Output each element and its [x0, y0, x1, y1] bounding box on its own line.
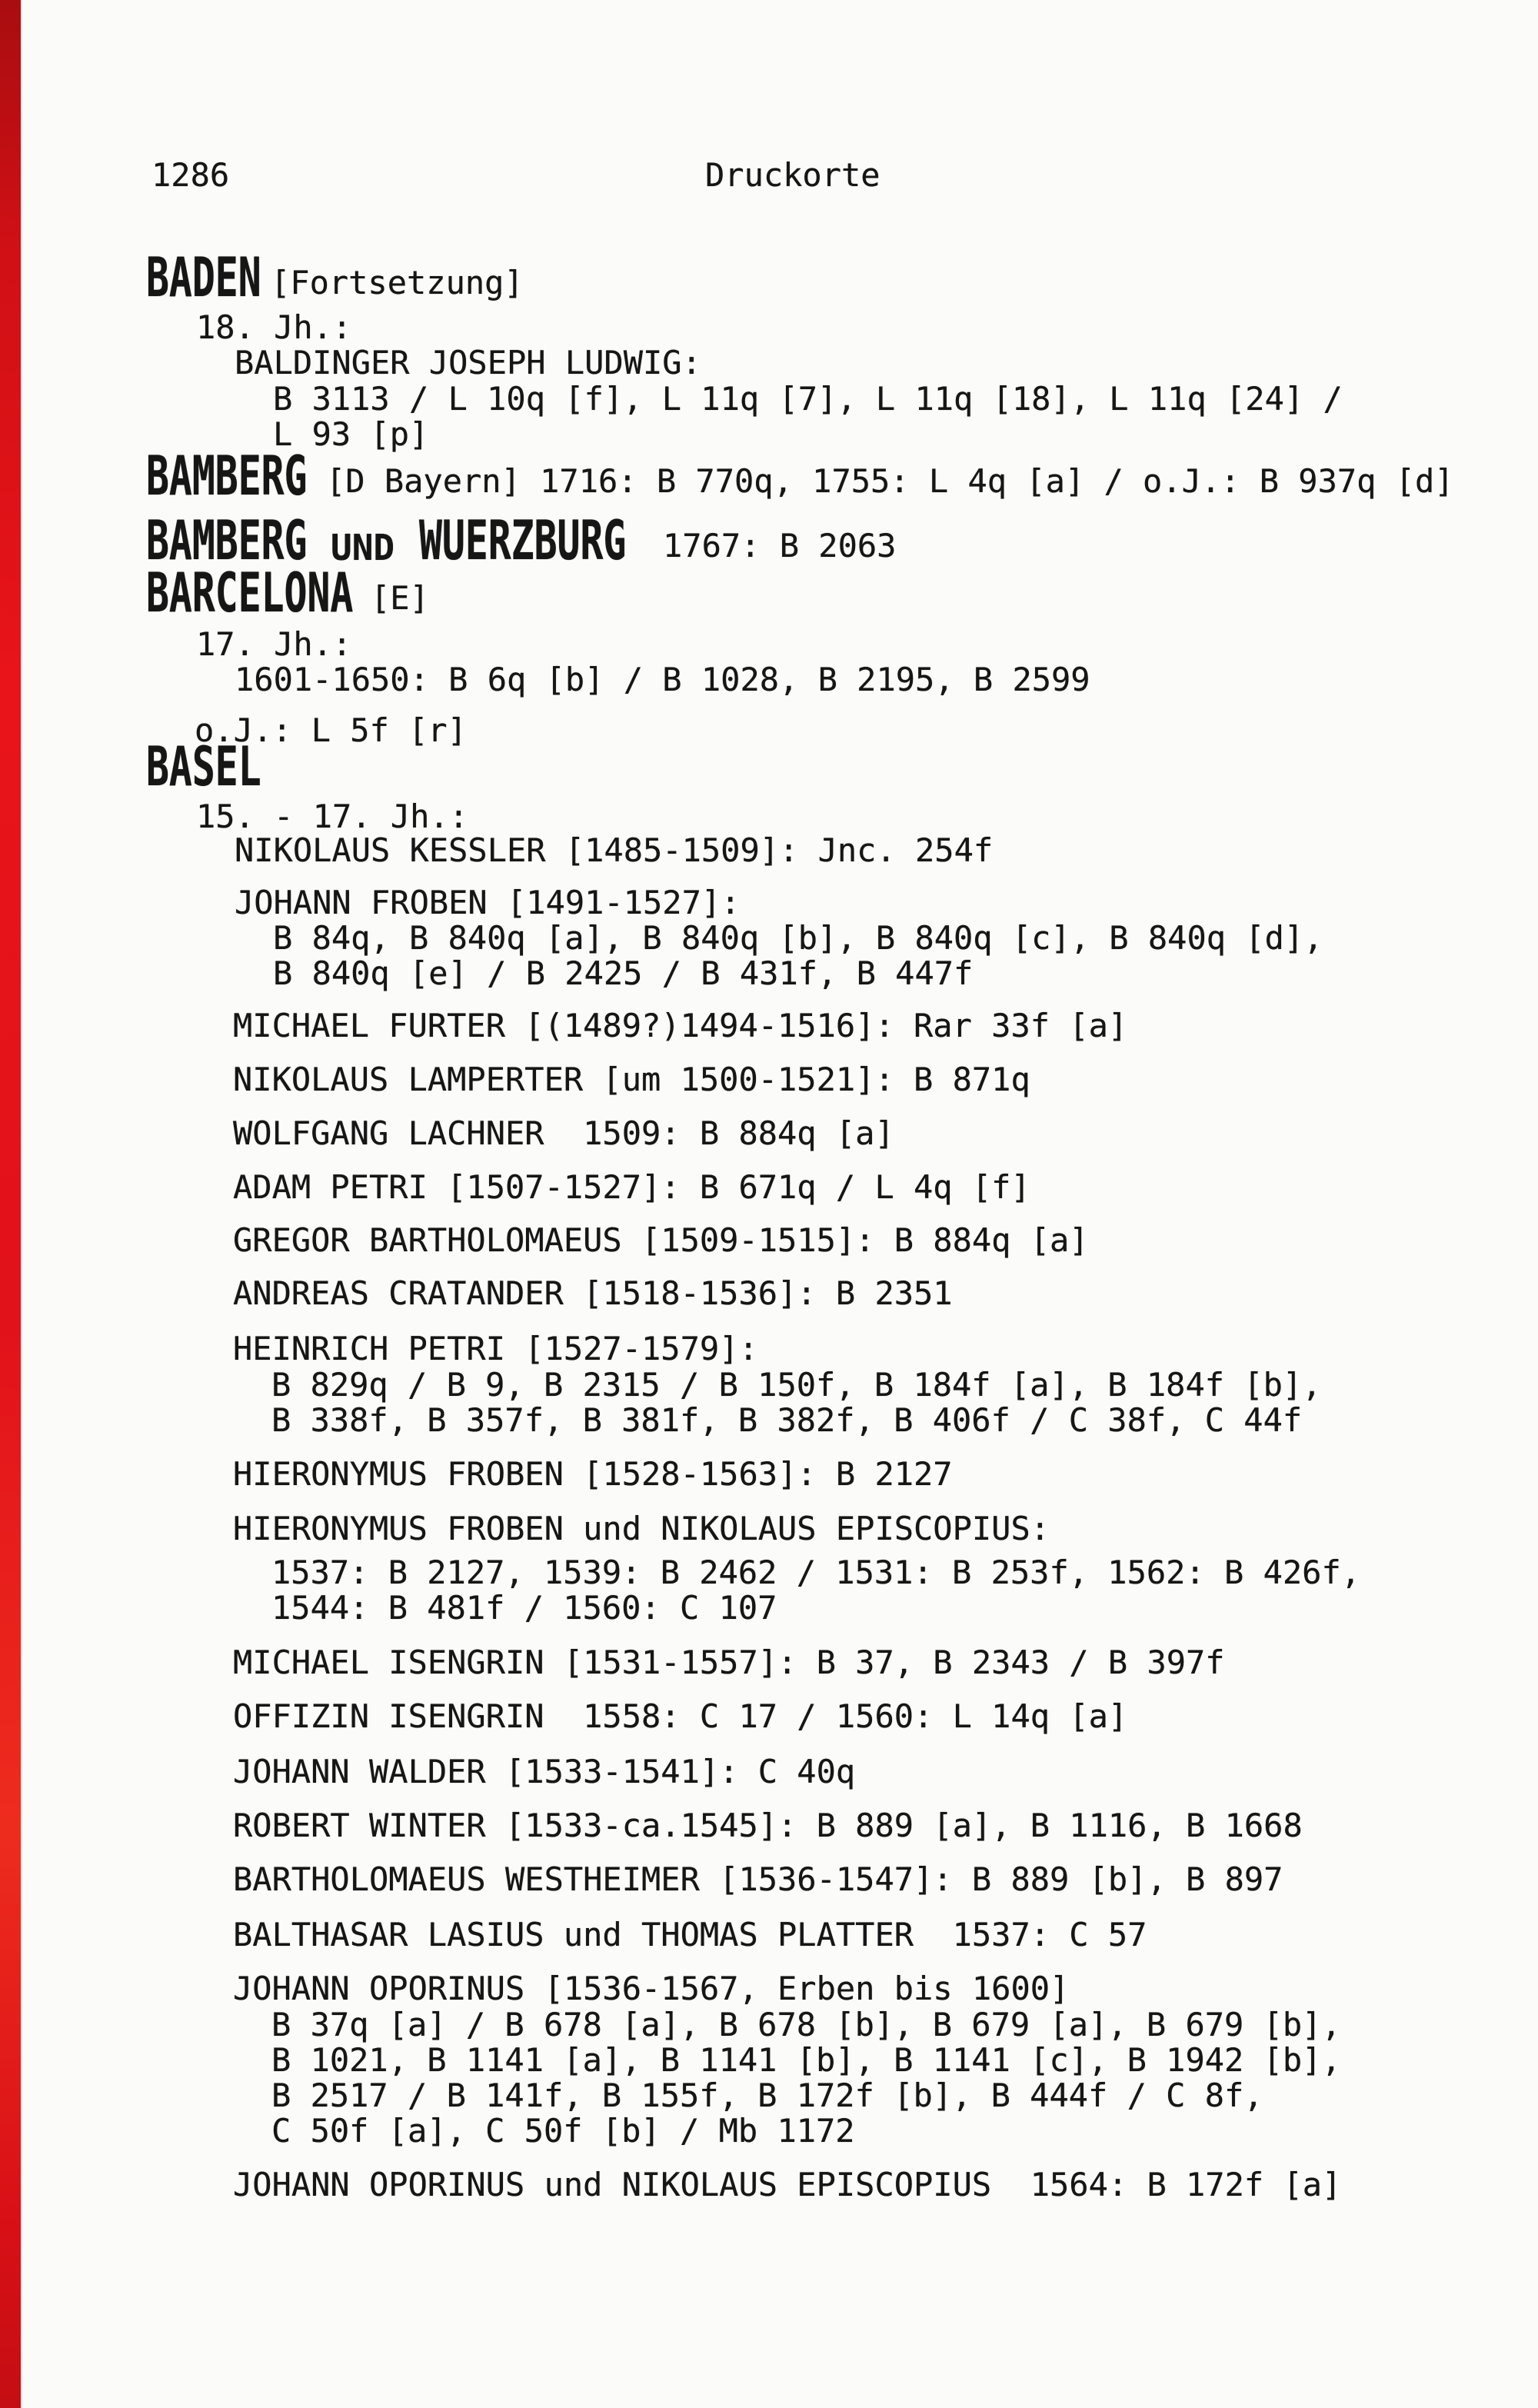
data-line: B 840q [e] / B 2425 / B 431f, B 447f	[273, 954, 974, 992]
printer-froben-episcopius: HIERONYMUS FROBEN und NIKOLAUS EPISCOPIUS:	[233, 1510, 1050, 1547]
heading-bamberg-wuerzburg: 1767: B 2063	[663, 527, 897, 565]
printer-furter: MICHAEL FURTER [(1489?)1494-1516]: Rar 33f [a]	[233, 1007, 1128, 1044]
data-line: 1537: B 2127, 1539: B 2462 / 1531: B 253f, 1562: B 426f,	[271, 1554, 1361, 1591]
heading-basel: BASEL	[146, 735, 261, 798]
data-line: B 1021, B 1141 [a], B 1141 [b], B 1141 [c], B 1942 [b],	[271, 2041, 1341, 2079]
data-line: B 2517 / B 141f, B 155f, B 172f [b], B 444f / C 8f,	[271, 2077, 1263, 2114]
data-line: B 84q, B 840q [a], B 840q [b], B 840q [c], B 840q [d],	[273, 919, 1323, 957]
heading-bamberg: BAMBERG	[146, 445, 308, 508]
printer-froben: JOHANN FROBEN [1491-1527]:	[235, 884, 741, 921]
heading-barcelona: BARCELONA	[146, 561, 354, 624]
printer-lasius-platter: BALTHASAR LASIUS und THOMAS PLATTER 1537: C 57	[233, 1916, 1147, 1953]
printer-walder: JOHANN WALDER [1533-1541]: C 40q	[233, 1753, 856, 1790]
printer-bartholomaeus: GREGOR BARTHOLOMAEUS [1509-1515]: B 884q [a]	[233, 1221, 1089, 1259]
scan-edge-red-stripe	[0, 0, 21, 2408]
printer-westheimer: BARTHOLOMAEUS WESTHEIMER [1536-1547]: B 889 [b], B 897	[233, 1860, 1283, 1898]
printer-lachner: WOLFGANG LACHNER 1509: B 884q [a]	[233, 1114, 894, 1152]
century-line: 17. Jh.:	[196, 625, 352, 663]
heading-barcelona: [E]	[371, 579, 429, 617]
heading-bamberg-wuerzburg: BAMBERG	[146, 509, 308, 572]
century-line: 18. Jh.:	[196, 308, 352, 346]
printer-offizin-isengrin: OFFIZIN ISENGRIN 1558: C 17 / 1560: L 14q [a]	[233, 1697, 1128, 1735]
data-line: B 338f, B 357f, B 381f, B 382f, B 406f / C 38f, C 44f	[271, 1401, 1303, 1439]
printer-cratander: ANDREAS CRATANDER [1518-1536]: B 2351	[233, 1274, 953, 1312]
heading-baden: BADEN	[146, 246, 261, 309]
data-line: B 3113 / L 10q [f], L 11q [7], L 11q [18], L 11q [24] /	[273, 380, 1343, 418]
data-line: 1601-1650: B 6q [b] / B 1028, B 2195, B 2599	[235, 661, 1090, 698]
heading-bamberg-wuerzburg: UND	[331, 527, 395, 568]
data-line: B 829q / B 9, B 2315 / B 150f, B 184f [a], B 184f [b],	[271, 1366, 1322, 1404]
printer-baldinger: BALDINGER JOSEPH LUDWIG:	[235, 344, 701, 381]
printer-oporinus-episcopius: JOHANN OPORINUS und NIKOLAUS EPISCOPIUS 1564: B 172f [a]	[233, 2166, 1342, 2203]
century-line: 15. - 17. Jh.:	[196, 798, 469, 835]
printer-adam-petri: ADAM PETRI [1507-1527]: B 671q / L 4q [f]	[233, 1168, 1030, 1206]
heading-bamberg: [D Bayern] 1716: B 770q, 1755: L 4q [a] / o.J.: B 937q [d]	[326, 462, 1454, 500]
printer-winter: ROBERT WINTER [1533-ca.1545]: B 889 [a], B 1116, B 1668	[233, 1807, 1303, 1844]
heading-baden: [Fortsetzung]	[271, 264, 524, 301]
page-number: 1286	[151, 156, 230, 194]
printer-lamperter: NIKOLAUS LAMPERTER [um 1500-1521]: B 871q	[233, 1061, 1030, 1098]
data-line: B 37q [a] / B 678 [a], B 678 [b], B 679 [a], B 679 [b],	[271, 2006, 1341, 2043]
printer-hieronymus-froben: HIERONYMUS FROBEN [1528-1563]: B 2127	[233, 1455, 953, 1493]
running-title: Druckorte	[705, 156, 881, 194]
data-line: 1544: B 481f / 1560: C 107	[271, 1589, 777, 1627]
printer-heinrich-petri: HEINRICH PETRI [1527-1579]:	[233, 1330, 758, 1367]
printer-isengrin: MICHAEL ISENGRIN [1531-1557]: B 37, B 2343 / B 397f	[233, 1644, 1225, 1681]
heading-bamberg-wuerzburg: WUERZBURG	[419, 509, 627, 572]
printer-oporinus: JOHANN OPORINUS [1536-1567, Erben bis 1600]	[233, 1970, 1070, 2007]
printer-kessler: NIKOLAUS KESSLER [1485-1509]: Jnc. 254f	[235, 831, 994, 869]
data-line: C 50f [a], C 50f [b] / Mb 1172	[271, 2112, 855, 2150]
data-line: o.J.: L 5f [r]	[195, 711, 468, 749]
data-line: L 93 [p]	[273, 415, 429, 453]
